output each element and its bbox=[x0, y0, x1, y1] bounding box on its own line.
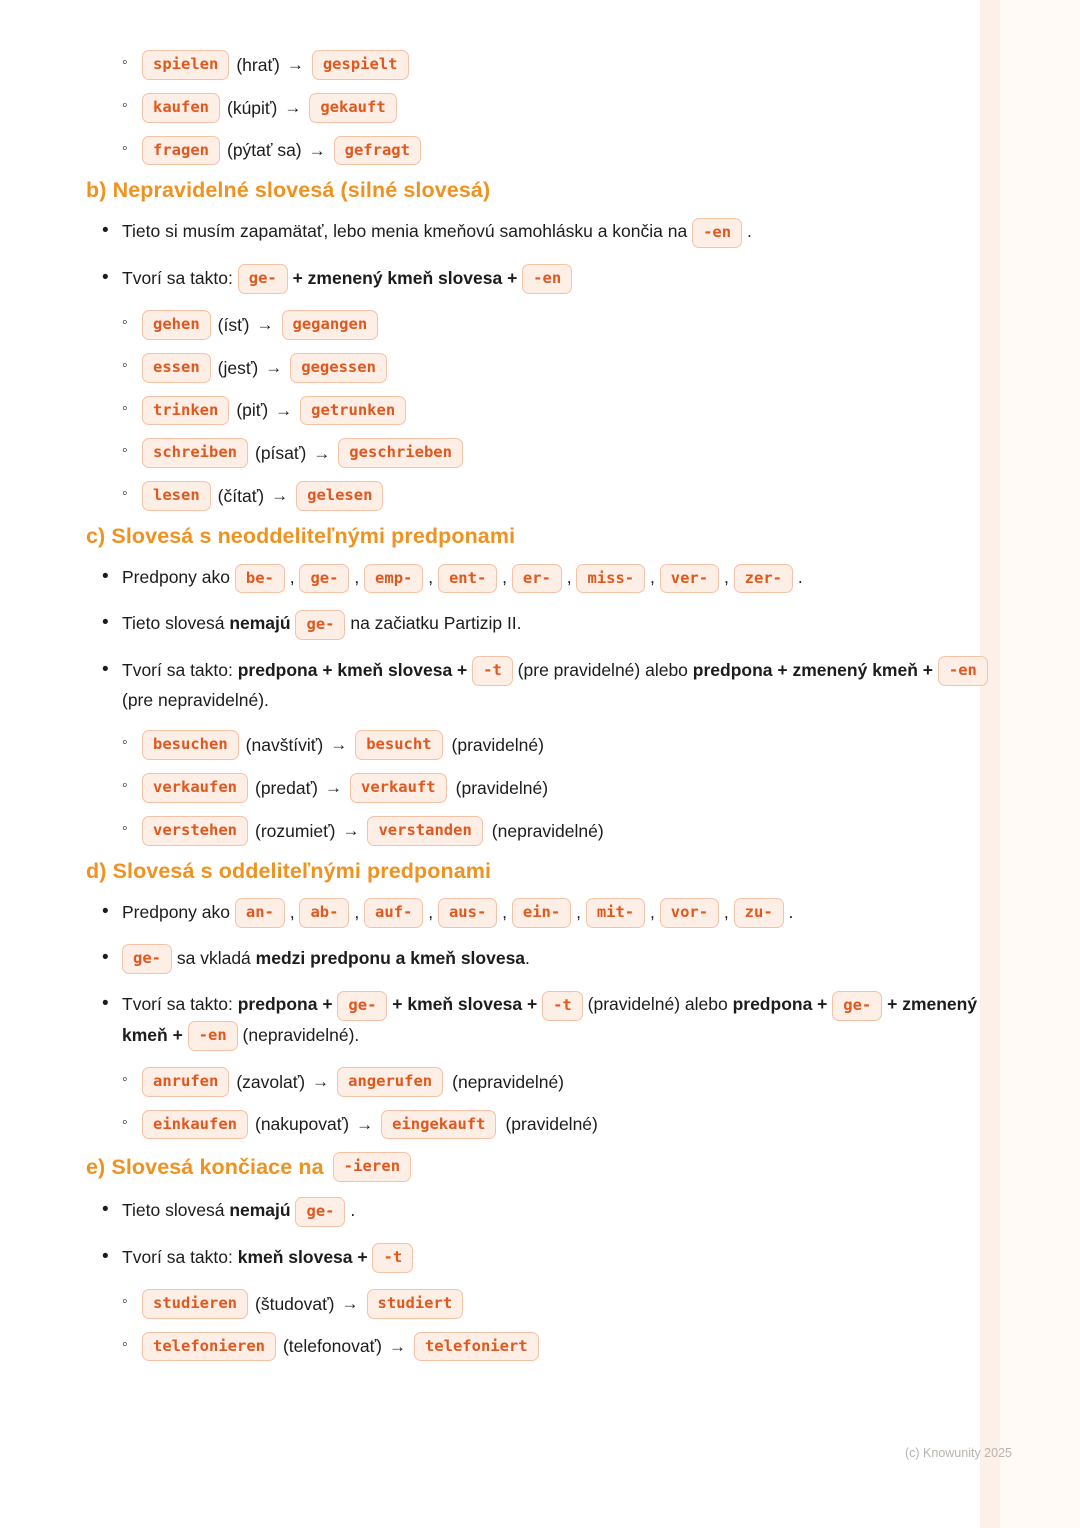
rule-list-b bbox=[86, 217, 990, 294]
body-text: . bbox=[525, 947, 530, 968]
translation-text: (čítať) bbox=[217, 486, 265, 507]
section-heading-c bbox=[86, 524, 990, 549]
verb-chip: ◦ besuchen bbox=[142, 730, 239, 760]
participle-chip: angerufen bbox=[337, 1067, 443, 1097]
translation-text: (telefonovať) bbox=[282, 1336, 382, 1357]
section-title-text: e) Slovesá končiace na bbox=[86, 1154, 324, 1179]
participle-chip: getrunken bbox=[300, 396, 406, 426]
body-text: Tvorí sa takto: bbox=[122, 994, 238, 1015]
code-chip: ge- bbox=[238, 264, 288, 294]
example-item bbox=[86, 438, 990, 468]
rule-item bbox=[86, 609, 990, 639]
example-item bbox=[86, 136, 990, 166]
example-item bbox=[86, 1110, 990, 1140]
body-text: , bbox=[423, 901, 438, 922]
arrow-icon: → bbox=[330, 735, 348, 755]
arrow-icon: → bbox=[265, 357, 283, 377]
rule-item bbox=[86, 217, 990, 247]
rule-item bbox=[86, 563, 990, 593]
code-chip: miss- bbox=[576, 564, 645, 594]
verb-chip: ◦ verstehen bbox=[142, 816, 248, 846]
body-text: , bbox=[423, 567, 438, 588]
body-text: , bbox=[719, 567, 734, 588]
body-text: , bbox=[497, 901, 512, 922]
translation-text: (ísť) bbox=[217, 314, 250, 335]
code-chip: aus- bbox=[438, 898, 497, 928]
body-text: na začiatku Partizip II. bbox=[345, 613, 522, 634]
arrow-icon: → bbox=[256, 315, 274, 335]
body-text: Tvorí sa takto: bbox=[122, 267, 238, 288]
rule-item bbox=[86, 1243, 990, 1273]
code-chip: ge- bbox=[295, 1197, 345, 1227]
bold-text: nemajú bbox=[229, 613, 291, 634]
arrow-icon: → bbox=[284, 97, 302, 117]
arrow-icon: → bbox=[324, 778, 342, 798]
verb-chip: ◦ gehen bbox=[142, 310, 211, 340]
code-chip: ge- bbox=[299, 564, 349, 594]
heading-chip: -ieren bbox=[333, 1152, 412, 1182]
section-heading-b bbox=[86, 178, 990, 203]
code-chip: be- bbox=[235, 564, 285, 594]
bold-text: + zmenený kmeň + bbox=[122, 994, 982, 1045]
example-list bbox=[86, 50, 990, 165]
body-text: . bbox=[793, 567, 803, 588]
translation-text: (nakupovať) bbox=[255, 1114, 350, 1135]
example-list bbox=[86, 1289, 990, 1362]
participle-chip: besucht bbox=[355, 730, 442, 760]
translation-text: (piť) bbox=[236, 400, 269, 421]
bold-text: predpona + bbox=[732, 994, 833, 1015]
section-title-text: c) Slovesá s neoddeliteľnými predponami bbox=[86, 524, 516, 549]
bold-text: predpona + bbox=[237, 994, 338, 1015]
body-text: , bbox=[571, 901, 586, 922]
body-text: Tvorí sa takto: bbox=[122, 659, 238, 680]
example-note: (nepravidelné) bbox=[452, 1071, 565, 1092]
verb-chip: ◦ trinken bbox=[142, 396, 229, 426]
code-chip: ge- bbox=[295, 610, 345, 640]
example-note: (pravidelné) bbox=[451, 735, 544, 756]
example-item bbox=[86, 773, 990, 803]
code-chip: ab- bbox=[299, 898, 349, 928]
body-text: , bbox=[645, 567, 660, 588]
arrow-icon: → bbox=[341, 1293, 359, 1313]
verb-chip: ◦ schreiben bbox=[142, 438, 248, 468]
translation-text: (zavolať) bbox=[236, 1071, 306, 1092]
code-chip: -en bbox=[188, 1021, 238, 1051]
participle-chip: telefoniert bbox=[414, 1332, 539, 1362]
bold-text: predpona + kmeň slovesa + bbox=[237, 659, 473, 680]
section-title-text: d) Slovesá s oddeliteľnými predponami bbox=[86, 858, 492, 883]
code-chip: an- bbox=[235, 898, 285, 928]
participle-chip: gekauft bbox=[309, 93, 396, 123]
code-chip: vor- bbox=[660, 898, 719, 928]
example-note: (pravidelné) bbox=[455, 777, 549, 798]
example-item bbox=[86, 93, 990, 123]
translation-text: (hrať) bbox=[236, 54, 280, 75]
participle-chip: verkauft bbox=[350, 773, 447, 803]
body-text: , bbox=[349, 901, 365, 922]
bold-text: + kmeň slovesa + bbox=[387, 994, 543, 1015]
section-heading-e bbox=[86, 1152, 990, 1182]
example-item bbox=[86, 50, 990, 80]
body-text: sa vkladá bbox=[172, 947, 256, 968]
translation-text: (jesť) bbox=[217, 357, 259, 378]
rule-list-c bbox=[86, 563, 993, 714]
body-text: (nepravidelné). bbox=[237, 1024, 360, 1045]
verb-chip: ◦ studieren bbox=[142, 1289, 248, 1319]
translation-text: (navštíviť) bbox=[245, 735, 324, 756]
rule-list-d bbox=[86, 898, 990, 1051]
body-text: , bbox=[719, 901, 734, 922]
body-text: , bbox=[561, 567, 577, 588]
code-chip: ge- bbox=[337, 991, 387, 1021]
arrow-icon: → bbox=[312, 1071, 330, 1091]
verb-chip: ◦ einkaufen bbox=[142, 1110, 248, 1140]
translation-text: (pýtať sa) bbox=[227, 140, 302, 161]
example-item bbox=[86, 1289, 990, 1319]
rule-item bbox=[86, 264, 990, 294]
participle-chip: gegangen bbox=[282, 310, 379, 340]
code-chip: -t bbox=[542, 991, 583, 1021]
arrow-icon: → bbox=[271, 486, 289, 506]
body-text: (pravidelné) alebo bbox=[582, 994, 733, 1015]
bold-text: + zmenený kmeň slovesa + bbox=[287, 267, 523, 288]
rule-item bbox=[86, 656, 993, 715]
participle-chip: studiert bbox=[367, 1289, 464, 1319]
arrow-icon: → bbox=[342, 821, 360, 841]
example-list bbox=[86, 310, 990, 511]
example-note: (nepravidelné) bbox=[491, 820, 604, 841]
participle-chip: gefragt bbox=[334, 136, 421, 166]
body-text: (pre pravidelné) alebo bbox=[512, 659, 693, 680]
section-title-text: b) Nepravidelné slovesá (silné slovesá) bbox=[86, 178, 491, 203]
translation-text: (študovať) bbox=[255, 1293, 335, 1314]
code-chip: -t bbox=[372, 1243, 413, 1273]
body-text: (pre nepravidelné). bbox=[122, 659, 993, 710]
body-text: Tvorí sa takto: bbox=[122, 1246, 238, 1267]
code-chip: emp- bbox=[364, 564, 423, 594]
participle-chip: verstanden bbox=[367, 816, 482, 846]
participle-chip: gegessen bbox=[290, 353, 387, 383]
code-chip: auf- bbox=[364, 898, 423, 928]
example-item bbox=[86, 730, 990, 760]
code-chip: ge- bbox=[832, 991, 882, 1021]
code-chip: -en bbox=[938, 656, 988, 686]
verb-chip: ◦ anrufen bbox=[142, 1067, 229, 1097]
body-text: Predpony ako bbox=[122, 901, 235, 922]
translation-text: (kúpiť) bbox=[227, 97, 278, 118]
body-text: Tieto si musím zapamätať, lebo menia kmeňovú samohlásku a končia na bbox=[122, 221, 693, 242]
code-chip: ein- bbox=[512, 898, 571, 928]
rule-item bbox=[86, 990, 990, 1051]
body-text: , bbox=[284, 567, 300, 588]
body-text: , bbox=[497, 567, 512, 588]
code-chip: -t bbox=[472, 656, 513, 686]
code-chip: ent- bbox=[438, 564, 497, 594]
code-chip: -en bbox=[522, 264, 572, 294]
verb-chip: ◦ fragen bbox=[142, 136, 220, 166]
code-chip: mit- bbox=[586, 898, 645, 928]
body-text: . bbox=[742, 221, 752, 242]
example-item bbox=[86, 481, 990, 511]
body-text: . bbox=[345, 1200, 356, 1221]
code-chip: zu- bbox=[734, 898, 784, 928]
example-item bbox=[86, 353, 990, 383]
participle-chip: gespielt bbox=[312, 50, 409, 80]
body-text: , bbox=[645, 901, 660, 922]
example-list bbox=[86, 1067, 990, 1140]
participle-chip: gelesen bbox=[296, 481, 383, 511]
code-chip: ge- bbox=[122, 944, 172, 974]
bold-text: nemajú bbox=[229, 1200, 291, 1221]
body-text: Tieto slovesá bbox=[122, 1200, 230, 1221]
body-text: Tieto slovesá bbox=[122, 613, 230, 634]
rule-list-e bbox=[86, 1196, 990, 1273]
rule-item bbox=[86, 944, 990, 974]
code-chip: zer- bbox=[734, 564, 793, 594]
verb-chip: ◦ telefonieren bbox=[142, 1332, 276, 1362]
arrow-icon: → bbox=[308, 140, 326, 160]
example-item bbox=[86, 816, 990, 846]
body-text: , bbox=[349, 567, 365, 588]
example-list bbox=[86, 730, 990, 845]
arrow-icon: → bbox=[388, 1336, 406, 1356]
code-chip: ver- bbox=[660, 564, 719, 594]
example-item bbox=[86, 310, 990, 340]
example-item bbox=[86, 396, 990, 426]
code-chip: er- bbox=[512, 564, 562, 594]
section-heading-d bbox=[86, 859, 990, 884]
participle-chip: eingekauft bbox=[381, 1110, 496, 1140]
body-text: . bbox=[783, 901, 794, 922]
translation-text: (písať) bbox=[255, 443, 307, 464]
verb-chip: ◦ verkaufen bbox=[142, 773, 248, 803]
rule-item bbox=[86, 1196, 990, 1226]
translation-text: (rozumieť) bbox=[255, 820, 336, 841]
code-chip: -en bbox=[692, 218, 742, 248]
verb-chip: ◦ essen bbox=[142, 353, 211, 383]
arrow-icon: → bbox=[275, 400, 293, 420]
arrow-icon: → bbox=[356, 1114, 374, 1134]
rule-item bbox=[86, 898, 990, 928]
verb-chip: ◦ spielen bbox=[142, 50, 229, 80]
participle-chip: geschrieben bbox=[338, 438, 463, 468]
verb-chip: ◦ kaufen bbox=[142, 93, 220, 123]
arrow-icon: → bbox=[313, 443, 331, 463]
copyright-watermark: (c) Knowunity 2025 bbox=[904, 1446, 1012, 1460]
verb-chip: ◦ lesen bbox=[142, 481, 211, 511]
bold-text: kmeň slovesa + bbox=[237, 1246, 373, 1267]
example-item bbox=[86, 1067, 990, 1097]
body-text: Predpony ako bbox=[122, 567, 235, 588]
bold-text: medzi predponu a kmeň slovesa bbox=[255, 947, 526, 968]
bold-text: predpona + zmenený kmeň + bbox=[692, 659, 938, 680]
example-note: (pravidelné) bbox=[505, 1114, 598, 1135]
arrow-icon: → bbox=[286, 55, 304, 75]
body-text: , bbox=[284, 901, 300, 922]
translation-text: (predať) bbox=[255, 777, 318, 798]
example-item bbox=[86, 1332, 990, 1362]
